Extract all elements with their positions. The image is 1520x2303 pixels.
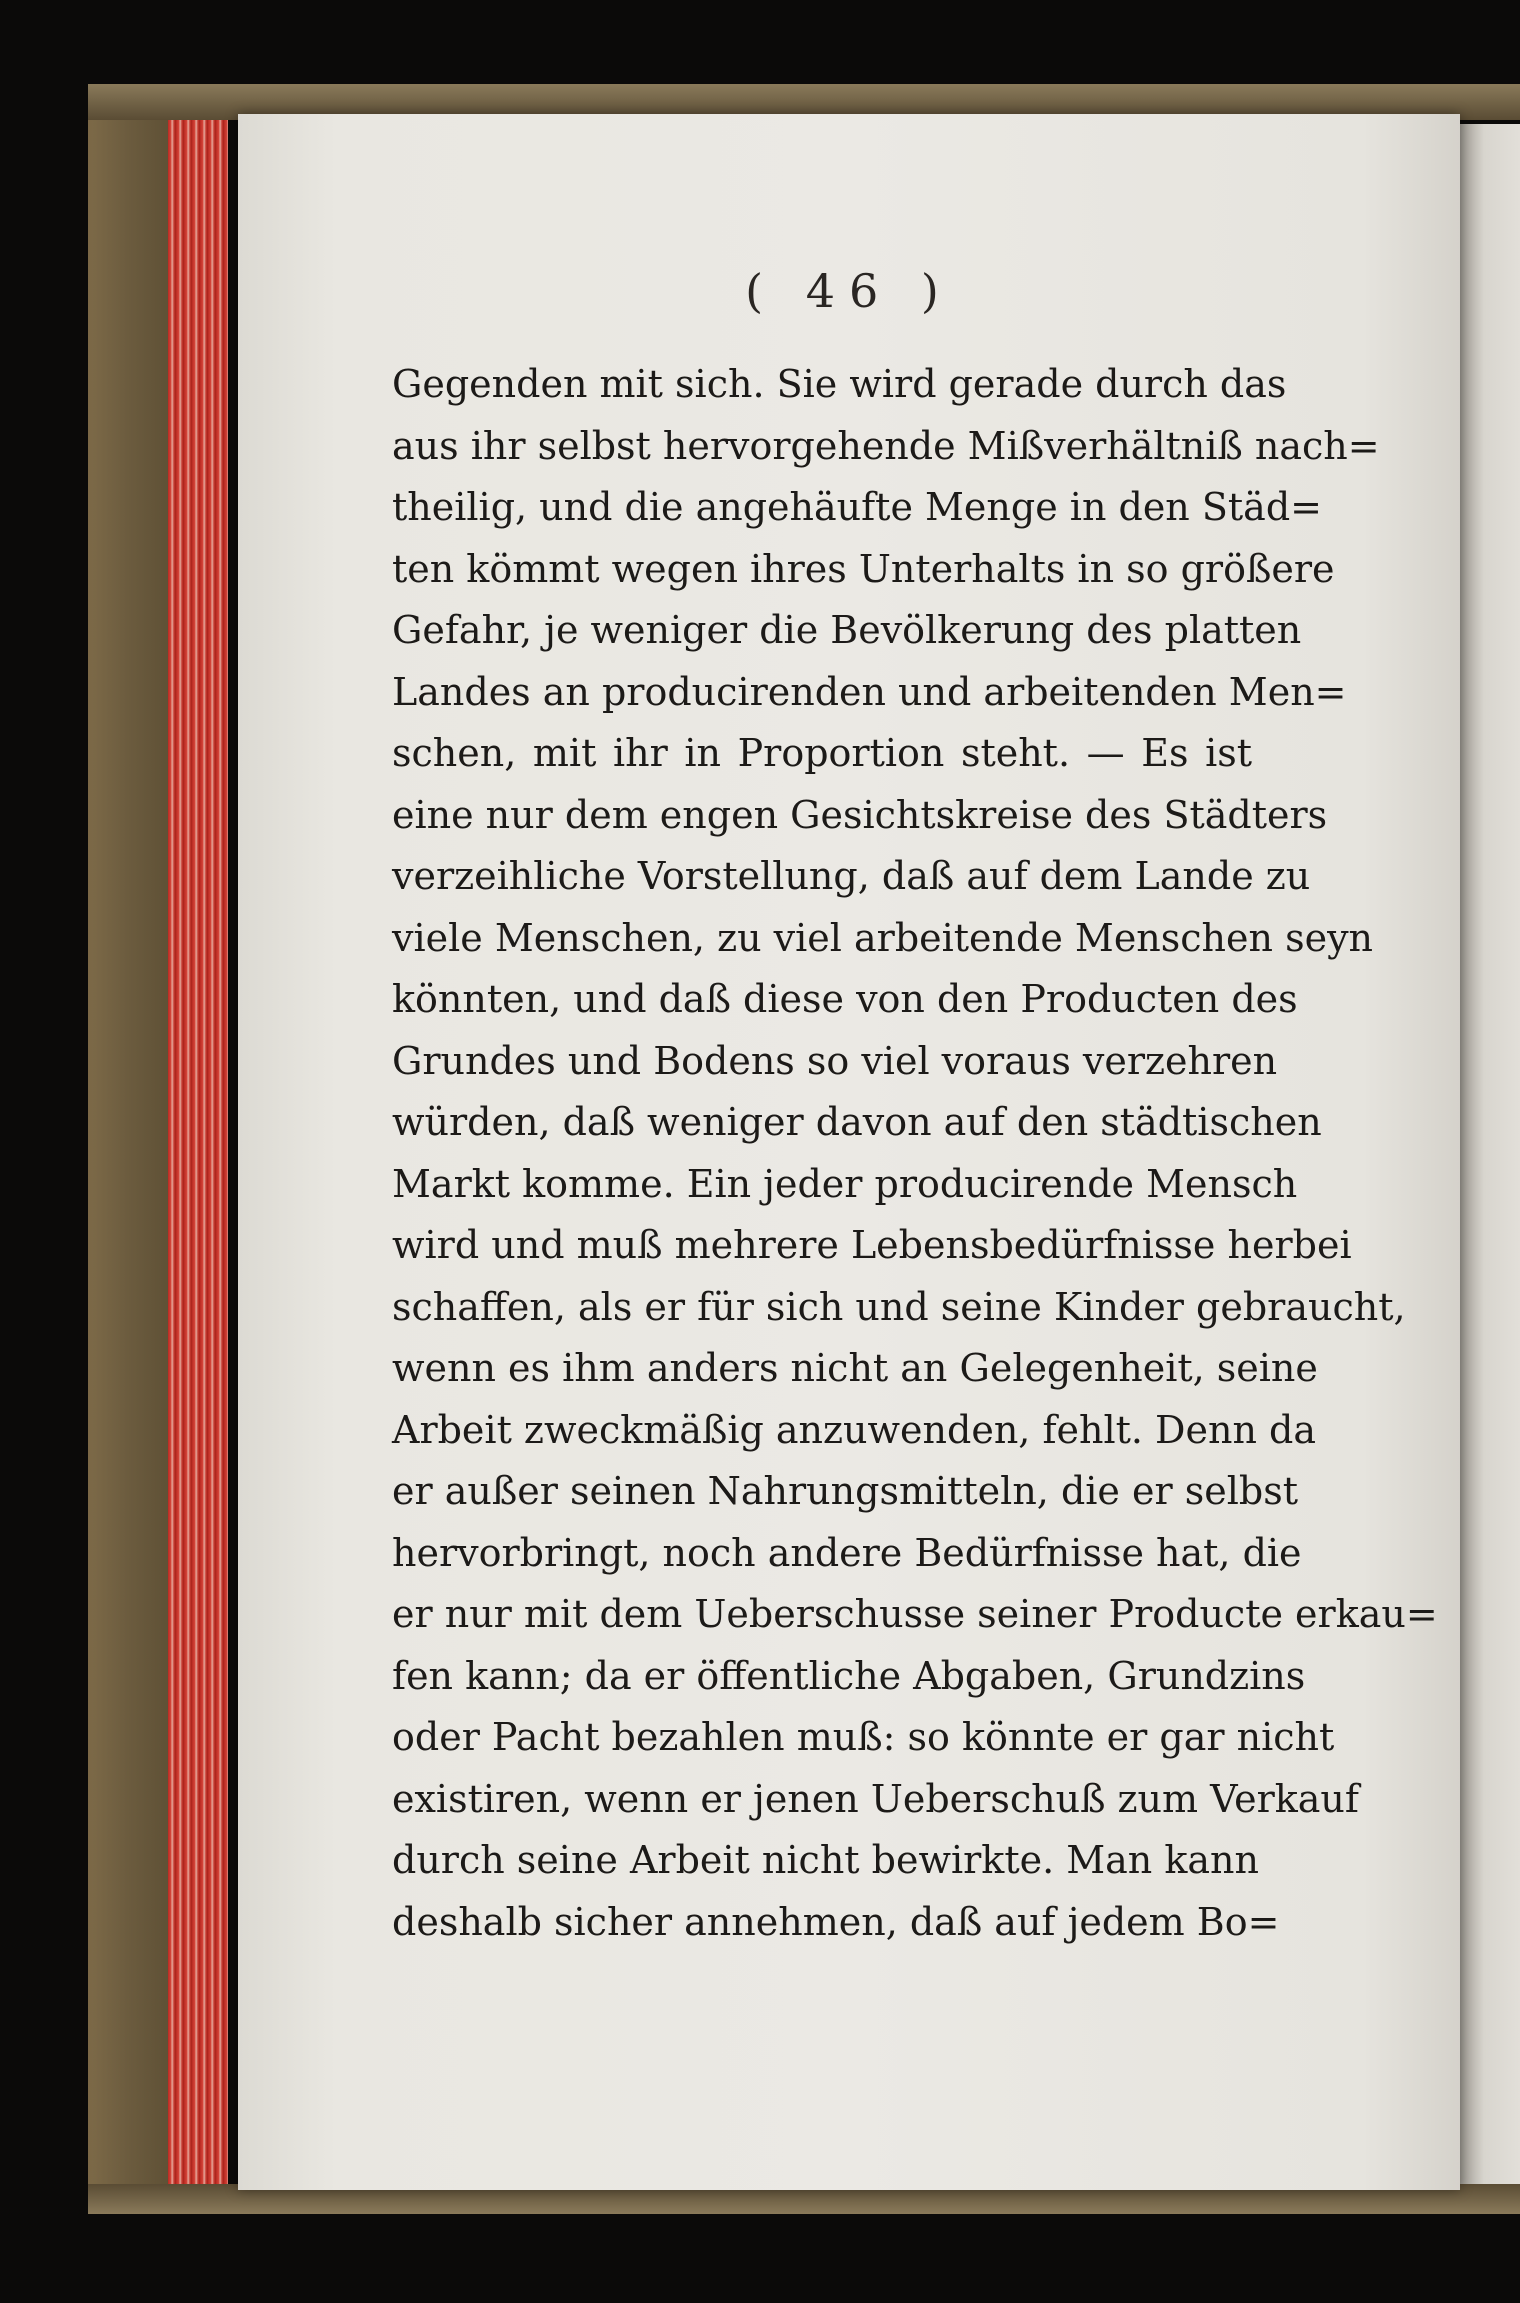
text-line: eine nur dem engen Gesichtskreise des Städters	[392, 792, 1328, 837]
text-line: ten kömmt wegen ihres Unterhalts in so größere	[392, 546, 1335, 591]
text-line: würden, daß weniger davon auf den städtischen	[392, 1100, 1322, 1144]
text-line: wird und muß mehrere Lebensbedürfnisse herbei	[392, 1223, 1352, 1267]
text-line: Arbeit zweckmäßig anzuwenden, fehlt. Denn da	[392, 1407, 1317, 1452]
text-line: wenn es ihm anders nicht an Gelegenheit, seine	[392, 1346, 1318, 1390]
red-page-edges	[168, 120, 228, 2184]
text-line: schaffen, als er für sich und seine Kinder gebraucht,	[392, 1284, 1406, 1329]
text-line: Gefahr, je weniger die Bevölkerung des platten	[392, 608, 1302, 652]
text-line: verzeihliche Vorstellung, daß auf dem Lande zu	[392, 854, 1311, 898]
text-line: fen kann; da er öffentliche Abgaben, Grundzins	[392, 1653, 1306, 1698]
text-line: könnten, und daß diese von den Producten des	[392, 977, 1298, 1021]
text-line: oder Pacht bezahlen muß: so könnte er gar nicht	[392, 1715, 1335, 1759]
text-line: er außer seinen Nahrungsmitteln, die er selbst	[392, 1469, 1298, 1513]
text-line: viele Menschen, zu viel arbeitende Menschen seyn	[392, 915, 1374, 960]
text-line: Landes an producirenden und arbeitenden Men=	[392, 669, 1347, 714]
page-body-text	[392, 354, 1438, 1953]
book-page	[238, 114, 1460, 2190]
text-line: Grundes und Bodens so viel voraus verzehren	[392, 1038, 1278, 1083]
text-line: er nur mit dem Ueberschusse seiner Producte erkau=	[392, 1592, 1438, 1636]
book	[88, 84, 1520, 2214]
text-line: existiren, wenn er jenen Ueberschuß zum Verkauf	[392, 1776, 1359, 1821]
text-line: durch seine Arbeit nicht bewirkte. Man kann	[392, 1838, 1259, 1882]
page-number-header: ( 46 )	[745, 264, 953, 318]
facing-page-edge	[1460, 124, 1520, 2184]
text-line: Markt komme. Ein jeder producirende Mensch	[392, 1161, 1298, 1206]
text-line: theilig, und die angehäufte Menge in den Städ=	[392, 485, 1322, 529]
text-line: Gegenden mit sich. Sie wird gerade durch das	[392, 362, 1287, 406]
text-line: deshalb sicher annehmen, daß auf jedem Bo=	[392, 1899, 1280, 1944]
text-line: schen, mit ihr in Proportion steht. — Es ist	[392, 731, 1252, 775]
text-line: hervorbringt, noch andere Bedürfnisse hat, die	[392, 1530, 1302, 1575]
text-line: aus ihr selbst hervorgehende Mißverhältniß nach=	[392, 423, 1380, 468]
